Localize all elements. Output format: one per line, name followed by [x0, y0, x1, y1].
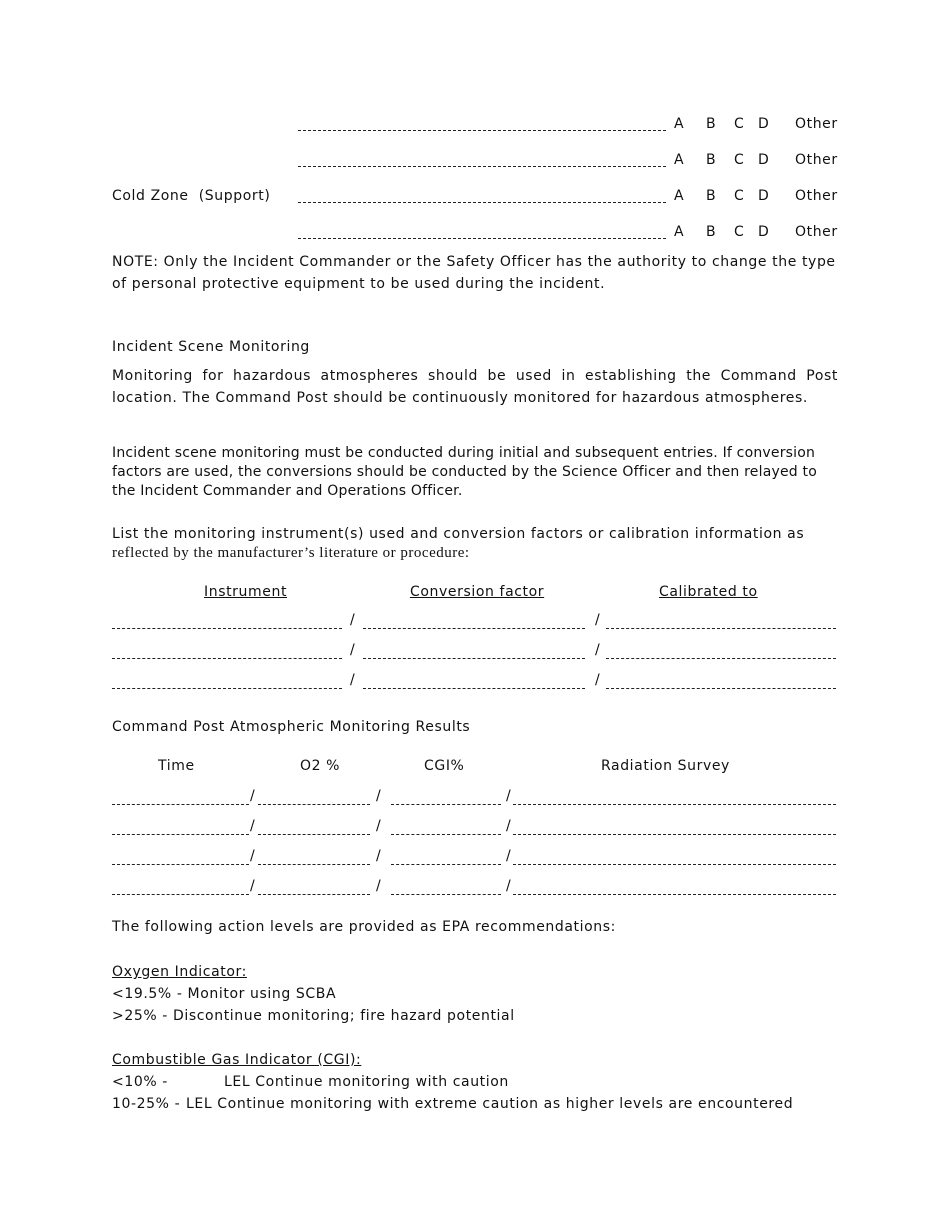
- radiation-survey-field[interactable]: [513, 864, 836, 865]
- o2-field[interactable]: [258, 834, 370, 835]
- ppe-option-d[interactable]: D: [758, 188, 770, 204]
- ppe-option-b[interactable]: B: [706, 188, 717, 204]
- cp-results-heading: Command Post Atmospheric Monitoring Results: [112, 719, 471, 735]
- ppe-option-a[interactable]: A: [674, 224, 685, 240]
- monitoring-para-3b: reflected by the manufacturer’s literature or procedure:: [112, 545, 470, 561]
- ppe-blank-line[interactable]: [298, 238, 666, 239]
- action-levels-intro: The following action levels are provided as EPA recommendations:: [112, 919, 616, 935]
- monitoring-heading: Incident Scene Monitoring: [112, 339, 310, 355]
- row-separator: /: [250, 878, 256, 894]
- cgi-header: CGI%: [424, 758, 465, 774]
- oxygen-indicator-heading: Oxygen Indicator:: [112, 964, 247, 980]
- cgi-field[interactable]: [391, 894, 501, 895]
- time-field[interactable]: [112, 804, 249, 805]
- cgi-heading: Combustible Gas Indicator (CGI):: [112, 1052, 362, 1068]
- monitoring-para-2: Incident scene monitoring must be conducted during initial and subsequent entries. If conversion factors are used, the conversions should be conducted by the Science Officer and then relayed to the Incident Commander and Operations Officer.: [112, 445, 817, 499]
- row-separator: /: [376, 818, 382, 834]
- row-separator: /: [376, 788, 382, 804]
- instrument-field[interactable]: [112, 688, 342, 689]
- row-separator: /: [250, 848, 256, 864]
- ppe-option-d[interactable]: D: [758, 224, 770, 240]
- time-field[interactable]: [112, 864, 249, 865]
- ppe-option-other[interactable]: Other: [795, 116, 838, 132]
- ppe-option-b[interactable]: B: [706, 152, 717, 168]
- row-separator: /: [376, 878, 382, 894]
- ppe-option-a[interactable]: A: [674, 188, 685, 204]
- ppe-option-other[interactable]: Other: [795, 224, 838, 240]
- time-header: Time: [158, 758, 195, 774]
- oxygen-level-item: >25% - Discontinue monitoring; fire hazard potential: [112, 1008, 515, 1024]
- row-separator: /: [506, 818, 512, 834]
- cgi-field[interactable]: [391, 864, 501, 865]
- calibrated-to-field[interactable]: [606, 628, 836, 629]
- monitoring-para-1: Monitoring for hazardous atmospheres should be used in establishing the Command Post location. The Command Post should be continuously monitored for hazardous atmospheres.: [112, 368, 838, 406]
- ppe-blank-line[interactable]: [298, 202, 666, 203]
- ppe-option-a[interactable]: A: [674, 152, 685, 168]
- row-separator: /: [350, 612, 356, 628]
- ppe-option-c[interactable]: C: [734, 152, 745, 168]
- row-separator: /: [376, 848, 382, 864]
- cgi-level-range: <10% -: [112, 1074, 168, 1090]
- ppe-option-other[interactable]: Other: [795, 188, 838, 204]
- row-separator: /: [506, 878, 512, 894]
- conversion-factor-field[interactable]: [363, 658, 585, 659]
- row-separator: /: [250, 788, 256, 804]
- o2-header: O2 %: [300, 758, 341, 774]
- time-field[interactable]: [112, 834, 249, 835]
- calibrated-to-field[interactable]: [606, 688, 836, 689]
- row-separator: /: [595, 642, 601, 658]
- conversion-factor-field[interactable]: [363, 688, 585, 689]
- ppe-option-d[interactable]: D: [758, 116, 770, 132]
- calibrated-to-header: Calibrated to: [659, 584, 758, 600]
- time-field[interactable]: [112, 894, 249, 895]
- ppe-option-d[interactable]: D: [758, 152, 770, 168]
- instrument-field[interactable]: [112, 658, 342, 659]
- ppe-option-c[interactable]: C: [734, 188, 745, 204]
- row-separator: /: [350, 672, 356, 688]
- radiation-survey-field[interactable]: [513, 894, 836, 895]
- row-separator: /: [350, 642, 356, 658]
- row-separator: /: [595, 612, 601, 628]
- cgi-level-text: LEL Continue monitoring with extreme caution as higher levels are encountered: [186, 1096, 794, 1112]
- radiation-survey-field[interactable]: [513, 804, 836, 805]
- conversion-factor-field[interactable]: [363, 628, 585, 629]
- ppe-option-c[interactable]: C: [734, 116, 745, 132]
- radiation-survey-field[interactable]: [513, 834, 836, 835]
- row-separator: /: [506, 788, 512, 804]
- cold-zone-label: Cold Zone (Support): [112, 188, 271, 204]
- cgi-field[interactable]: [391, 804, 501, 805]
- cgi-level-text: LEL Continue monitoring with caution: [224, 1074, 509, 1090]
- instrument-header: Instrument: [204, 584, 288, 600]
- ppe-option-c[interactable]: C: [734, 224, 745, 240]
- ppe-option-b[interactable]: B: [706, 224, 717, 240]
- conversion-factor-header: Conversion factor: [410, 584, 545, 600]
- o2-field[interactable]: [258, 894, 370, 895]
- radiation-survey-header: Radiation Survey: [601, 758, 730, 774]
- cgi-level-range: 10-25% -: [112, 1096, 181, 1112]
- o2-field[interactable]: [258, 804, 370, 805]
- row-separator: /: [506, 848, 512, 864]
- ppe-option-a[interactable]: A: [674, 116, 685, 132]
- calibrated-to-field[interactable]: [606, 658, 836, 659]
- row-separator: /: [250, 818, 256, 834]
- ppe-blank-line[interactable]: [298, 130, 666, 131]
- ppe-blank-line[interactable]: [298, 166, 666, 167]
- monitoring-para-3a: List the monitoring instrument(s) used and conversion factors or calibration information as: [112, 526, 805, 542]
- ppe-option-b[interactable]: B: [706, 116, 717, 132]
- ppe-option-other[interactable]: Other: [795, 152, 838, 168]
- instrument-field[interactable]: [112, 628, 342, 629]
- o2-field[interactable]: [258, 864, 370, 865]
- ppe-note: NOTE: Only the Incident Commander or the Safety Officer has the authority to change the type of personal protective equipment to be used during the incident.: [112, 254, 836, 292]
- oxygen-level-item: <19.5% - Monitor using SCBA: [112, 986, 337, 1002]
- row-separator: /: [595, 672, 601, 688]
- cgi-field[interactable]: [391, 834, 501, 835]
